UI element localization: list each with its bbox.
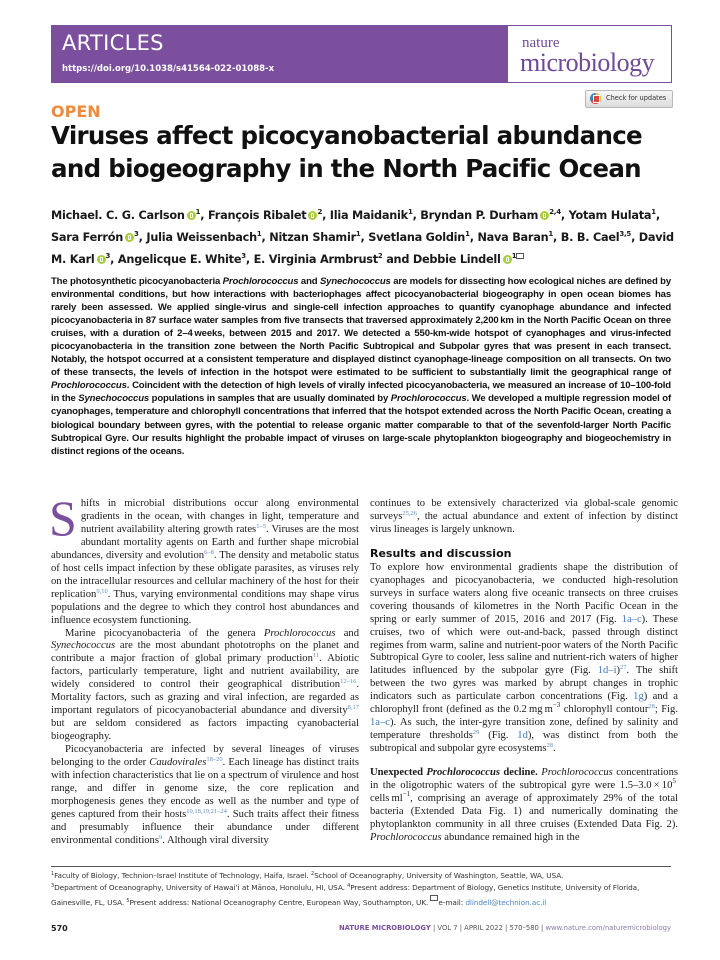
article-section-label: ARTICLES (62, 31, 164, 55)
citation-link[interactable]: 28 (648, 703, 655, 711)
abstract-italic: Synechococcus (319, 276, 391, 287)
abstract-text: The photosynthetic picocyanobacteria (51, 276, 223, 287)
figure-link[interactable]: 1a–c (370, 717, 390, 729)
author-name[interactable]: David M. Karl (51, 231, 674, 266)
results-paragraph-1 (370, 562, 678, 756)
orcid-icon[interactable] (308, 211, 317, 220)
body-text: . Mortality factors, such as grazing and viral infection, are regarded as important regulators of picocyanobacterial abundance and diversity (51, 679, 359, 717)
citation-link[interactable]: 25,26 (402, 509, 417, 517)
abstract-text: populations in samples that are usually dominated by (149, 393, 391, 405)
orcid-icon[interactable] (125, 233, 134, 242)
body-text: ) (616, 665, 621, 677)
article-type-banner (51, 25, 312, 83)
superscript: −1 (402, 790, 411, 799)
abstract-italic: Synechococcus (78, 393, 150, 405)
author-affiliation: 1 (256, 230, 262, 238)
citation-link[interactable]: 8,17 (347, 704, 359, 712)
envelope-icon[interactable] (516, 253, 524, 259)
body-text: are the most abundant phototrophs on the planet and contribute a major fraction of global primary production (51, 640, 359, 665)
body-text: ). As such, the inter-gyre transition zone, defined by salinity and temperature thresholds (370, 717, 678, 742)
article-title: Viruses affect picocyanobacterial abundance and biogeography in the North Pacific Ocean (51, 121, 642, 183)
body-text: . Such traits affect their fitness and presumably influence their abundance under different environmental conditions (51, 808, 359, 846)
footer-citation: | VOL 7 | APRIL 2022 | 570–580 | (430, 924, 546, 932)
body-text: abundance remained high in the (441, 831, 580, 843)
citation-link[interactable]: 18–20 (206, 756, 223, 764)
superscript: 5 (672, 777, 676, 786)
orcid-icon[interactable] (97, 255, 106, 264)
body-text: (Fig. (479, 730, 518, 742)
italic-term: Prochlorococcus (370, 831, 442, 843)
check-for-updates-button[interactable] (585, 90, 673, 108)
citation-link[interactable]: 28 (546, 742, 554, 750)
italic-term: Caudovirales (149, 757, 207, 769)
body-text: ; Fig. (654, 704, 679, 716)
figure-link[interactable]: 1d (517, 730, 528, 742)
italic-term: Synechococcus (51, 640, 116, 652)
author-name[interactable]: Nava Baran (477, 231, 549, 244)
affiliation-number: 3 (51, 883, 55, 890)
body-text: To explore how environmental gradients shape the distribution of cyanophages and picocyanobacteria, we conducted high-resolution surveys in surface waters along five oceanic transects on three cruises covering thousands of kilometres in the North Pacific Ocean in the spring or early summer of 2015, 2016 and 2017 (Fig. (370, 561, 678, 625)
intro-paragraph-2 (51, 628, 359, 745)
author-name[interactable]: Nitzan Shamir (269, 231, 356, 244)
citation-link[interactable]: 1–5 (256, 522, 266, 530)
italic-term: Prochlorococcus (541, 767, 613, 779)
author-affiliation: 3 (241, 252, 246, 260)
author-affiliation: 1 (195, 208, 201, 216)
author-name[interactable]: Yotam Hulata (568, 209, 652, 222)
body-text: cells ml (370, 780, 678, 805)
results-paragraph-2 (370, 767, 678, 845)
citation-link[interactable]: 6–8 (204, 548, 214, 556)
affiliation-number: 5 (126, 897, 130, 904)
body-text: . (553, 743, 556, 755)
orcid-icon[interactable] (540, 211, 549, 220)
crossmark-icon (590, 93, 601, 104)
intro-paragraph-continued (370, 498, 678, 537)
journal-footer (339, 924, 671, 932)
body-text: continues to be extensively characterized via global-scale genomic surveys (370, 498, 678, 522)
email-label: e-mail: (438, 897, 466, 907)
body-text: , comprising an average of approximately 29% of the total bacteria (Extended Data Fig. 1) and numerically dominating the phytoplankton community in all three cruises (Extended Data Fig. 2). (370, 793, 678, 830)
body-text: . The shift between the two gyres was marked by abrupt changes in trophic indicators such as particulate carbon concentrations (Fig. (370, 665, 678, 703)
page-number: 570 (51, 924, 68, 933)
body-text: chlorophyll contour (560, 704, 649, 716)
author-affiliation: 2 (377, 252, 383, 260)
body-text: , the actual abundance and extent of infection by distinct virus lineages is largely unknown. (370, 510, 678, 535)
abstract-text: . We developed a multiple regression model of cyanophages, temperature and chlorophyll concentrations that inferred that the hotspot extended across the North Pacific Ocean, creating a biological boundary between gyres, with the potential to release organic matter comparable to that of the sevenfold-larger North Pacific Subtropical Gyre. Our results highlight the probable impact of viruses on large-scale phytoplankton biogeography and biogeochemistry in distinct regions of the oceans. (51, 393, 672, 457)
envelope-icon (430, 895, 438, 901)
body-text: ), was distinct from both the subtropical and subpolar gyre ecosystems (370, 730, 678, 755)
journal-url-link[interactable]: www.nature.com/naturemicrobiology (545, 924, 671, 932)
author-name[interactable]: Angelicque E. White (117, 253, 242, 266)
author-conjunction: and (386, 253, 410, 266)
orcid-icon[interactable] (503, 255, 512, 264)
body-text: hifts in microbial distributions occur along environmental gradients in the ocean, with changes in light, temperature and nutrient availability altering growth rates (80, 498, 359, 535)
author-affiliation: 1 (651, 208, 656, 216)
abstract-text: . Coincident with the detection of high levels of virally infected picocyanobacteria, we measured an increase of 10–100-fold in the (51, 380, 671, 405)
author-affiliation: 1 (355, 230, 361, 238)
author-name[interactable]: Svetlana Goldin (368, 231, 466, 244)
banner-fill (312, 25, 508, 83)
abstract-italic: Prochlorococcus (390, 393, 467, 405)
figure-link[interactable]: 1g (633, 691, 644, 703)
citation-link[interactable]: 9,10 (96, 587, 108, 595)
figure-link[interactable]: 1d–i (597, 665, 617, 677)
citation-link[interactable]: 12–16 (340, 678, 357, 686)
superscript: −3 (552, 701, 561, 710)
citation-link[interactable]: 9 (158, 833, 163, 841)
author-name[interactable]: Julia Weissenbach (146, 231, 257, 244)
citation-link[interactable]: 11 (312, 652, 320, 660)
abstract-italic: Prochlorococcus (51, 380, 127, 392)
body-text: . Thus, varying environmental conditions may shape virus populations and the degree to which they control host abundances and influence ecosystem functioning. (51, 588, 359, 626)
affiliation-number: 1 (51, 871, 55, 877)
author-name[interactable]: Bryndan P. Durham (420, 209, 539, 222)
body-text: . Each lineage has distinct traits with infection characteristics that lie on a spectrum of virulence and host range, and differ in genome size, the core replication and morphogenesis genes they encode as well as the number and type of genes captured from their hosts (51, 757, 359, 820)
intro-paragraph-3 (51, 744, 359, 848)
affiliations (51, 870, 676, 909)
author-list: Michael. C. G. Carlson $^1$, François Ribalet $^2$, Ilia Maidanik$^1$, Bryndan P. Durham $^{2,4}$, Yotam Hulata$^1$, Sara Ferrón $^3$, Julia Weissenbach$^1$, Nitzan Shamir$^1$, Svetlana Goldin$^1$, Nava Baran$^1$, B. B. Cael$^{3,5}$, David M. Karl $^3$, Angelicque E. White$^3$, E. Virginia Armbrust$^2$ and Debbie Lindell $^1$ (51, 208, 674, 266)
author-name[interactable]: Michael. C. G. Carlson (51, 209, 185, 222)
affiliation-text: Department of Oceanography, University of Hawaiʻi at Mānoa, Honolulu, HI, USA. (54, 883, 348, 893)
affiliation-text: Present address: Department of Biology, Genetics Institute, University of Florida, Gainesville, FL, USA. (51, 883, 640, 907)
author-affiliation: 1 (465, 230, 470, 238)
affiliation-number: 4 (347, 883, 351, 890)
subsection-heading (370, 767, 538, 778)
body-text: . Although viral diversity (162, 834, 269, 846)
author-name[interactable]: B. B. Cael (560, 231, 620, 244)
journal-logo (508, 25, 672, 83)
body-text: . Abiotic factors, particularly temperature, light and nutrient availability, are widely considered to control their geographical distribution (51, 653, 359, 691)
author-affiliation: 2 (317, 208, 323, 216)
body-text: ). These cruises, two of which were out-and-back, passed through distinct regimes from warm, saline and nutrient-poor waters of the North Pacific Subtropical Gyre to cooler, less saline and nutrient-rich waters of higher latitudes influenced by the subpolar gyre (Fig. (370, 613, 678, 677)
abstract-text: and (298, 276, 320, 287)
figure-link[interactable]: 1a–c (621, 613, 642, 625)
drop-cap: S (49, 490, 77, 546)
author-affiliation: 1 (548, 230, 554, 238)
abstract-italic: Prochlorococcus (222, 276, 299, 287)
body-column-right (370, 498, 678, 845)
author-name[interactable]: Ilia Maidanik (329, 209, 408, 222)
body-text: . Viruses are the most abundant mortality agents on Earth and further shape microbial abundances, diversity and evolution (51, 523, 359, 561)
footer-journal-name: NATURE MICROBIOLOGY (338, 924, 431, 932)
email-link[interactable]: dlindell@technion.ac.il (465, 897, 547, 907)
author-name[interactable]: Debbie Lindell (412, 253, 501, 266)
body-text: . The density and metabolic status of host cells impact infection by these obligate parasites, as viruses rely on the intracellular resources and cellular machinery of the host for their replication (51, 549, 359, 600)
author-affiliation: 1 (511, 252, 517, 260)
intro-paragraph-1 (49, 490, 359, 628)
affiliation-number: 2 (311, 871, 315, 877)
affiliation-text: School of Oceanography, University of Washington, Seattle, WA, USA. (314, 871, 564, 880)
author-affiliation: 3,5 (619, 230, 632, 238)
italic-term: Prochlorococcus (263, 627, 336, 639)
citation-link[interactable]: 29 (472, 729, 480, 737)
body-text: concentrations in the oligotrophic waters of the subtropical gyre were 1.5–3.0 × 10 (370, 767, 679, 792)
journal-logo-line2: microbiology (520, 48, 655, 77)
body-text: and (335, 627, 359, 639)
body-text: but are seldom considered as factors impacting cyanobacterial biogeography. (51, 718, 359, 743)
check-for-updates-label: Check for updates (606, 94, 667, 102)
section-heading: Results and discussion (370, 546, 512, 560)
abstract-text: are models for dissecting how ecological niches are defined by environmental conditions, but how interactions with bacteriophages affect picocyanobacterial biogeography in open ocean biomes has rarely been assessed. We applied single-virus and single-cell infection approaches to quantify cyanophage abundance and infected picocyanobacteria in 87 surface water samples from five transects that traversed approximately 2,200 km in the North Pacific Ocean on three cruises, with a duration of 2–4 weeks, between 2015 and 2017. We detected a 550-km-wide hotspot of cyanophages and virus-infected picocyanobacteria in the transition zone between the North Pacific Subtropical and Subpolar gyres that was present in each transect. Notably, the hotspot occurred at a consistent temperature and displayed distinct cyanophage-lineage composition on all transects. On two of these transects, the levels of infection in the hotspot were estimated to be sufficient to substantially limit the geographical range of (51, 276, 671, 379)
subsection-heading-text: Unexpected (370, 767, 427, 779)
body-column-left (49, 490, 359, 848)
footnote-divider (51, 866, 671, 867)
author-affiliation: 2,4 (549, 208, 561, 216)
author-affiliation: 1 (407, 208, 413, 216)
author-affiliation: 3 (134, 230, 139, 238)
subsection-heading-text: decline. (499, 767, 538, 779)
author-name[interactable]: E. Virginia Armbrust (253, 253, 378, 266)
body-text: Marine picocyanobacteria of the genera (65, 627, 264, 639)
subsection-heading-italic: Prochlorococcus (426, 767, 500, 779)
citation-link[interactable]: 27 (620, 664, 627, 672)
abstract (51, 275, 671, 458)
open-access-label: OPEN (51, 102, 101, 121)
affiliation-text: Present address: National Oceanography Centre, European Way, Southampton, UK. (129, 897, 431, 907)
author-affiliation: 3 (105, 252, 111, 260)
author-name[interactable]: François Ribalet (208, 209, 307, 222)
journal-logo-line1: nature (522, 35, 560, 51)
body-text: ) and a chlorophyll front (defined as the 0.2 mg m (370, 691, 678, 716)
body-text: Picocyanobacteria are infected by several lineages of viruses belonging to the order (51, 744, 359, 769)
author-name[interactable]: Sara Ferrón (51, 231, 124, 244)
affiliation-text: Faculty of Biology, Technion–Israel Institute of Technology, Haifa, Israel. (54, 871, 311, 880)
citation-link[interactable]: 10,18,19,21–24 (186, 807, 227, 815)
orcid-icon[interactable] (187, 211, 196, 220)
doi-link[interactable]: https://doi.org/10.1038/s41564-022-01088-x (62, 64, 275, 74)
